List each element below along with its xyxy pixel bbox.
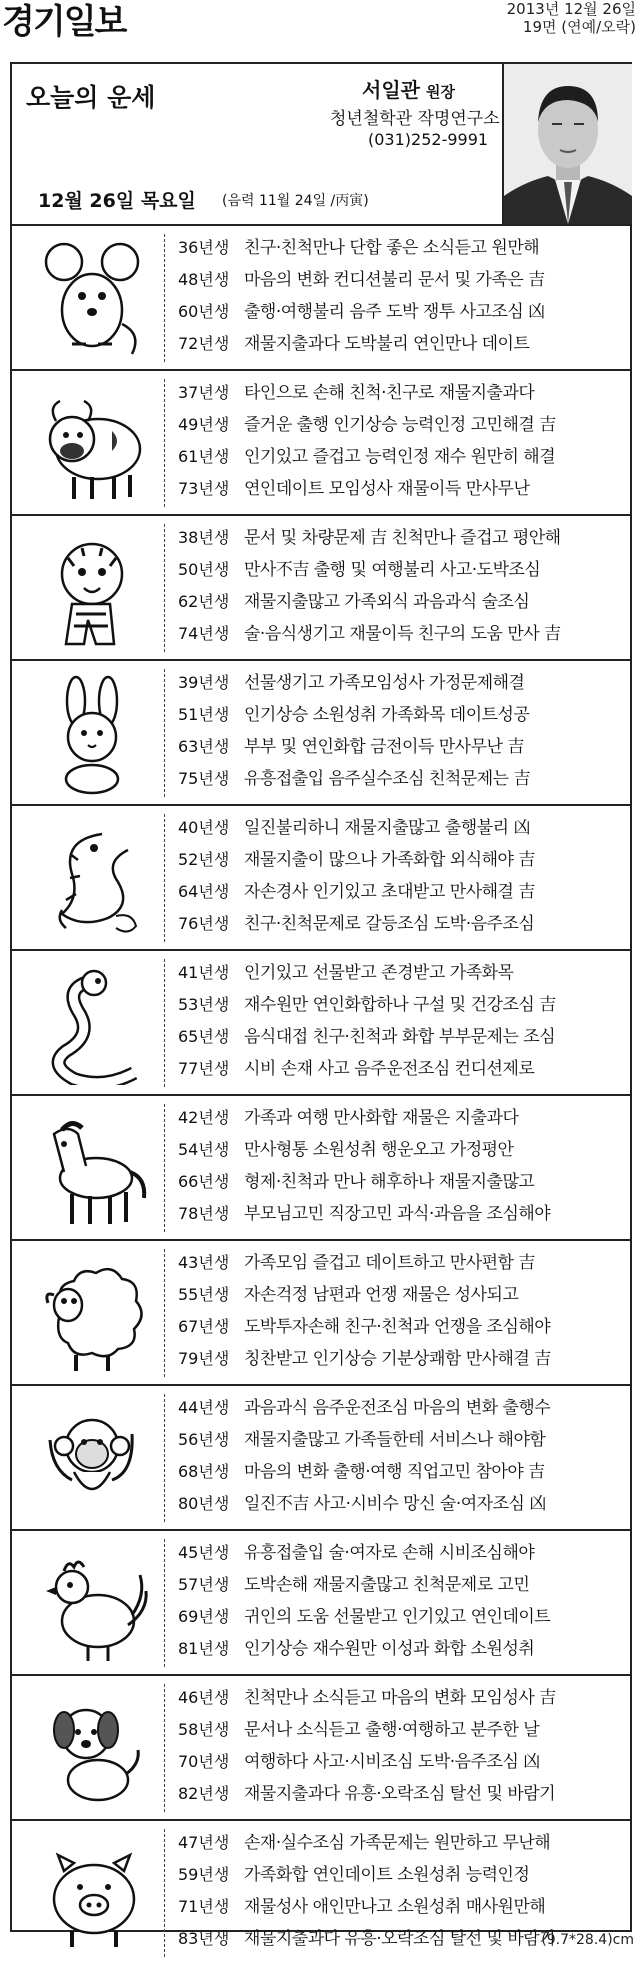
column-title: 오늘의 운세	[26, 83, 156, 112]
author-phone: (031)252-9991	[368, 130, 489, 149]
fortune-row	[178, 1827, 624, 1859]
fortune-text: 재수원만 연인화합하나 구설 및 건강조심 吉	[244, 995, 556, 1015]
fortune-row	[178, 1569, 624, 1601]
divider	[164, 814, 166, 942]
fortune-row	[178, 731, 624, 763]
fortune-row	[178, 232, 624, 264]
fortune-text: 문서 및 차량문제 吉 친척만나 즐겁고 평안해	[244, 528, 561, 548]
birth-year: 79년생	[178, 1349, 230, 1368]
birth-year: 62년생	[178, 592, 230, 611]
birth-year: 68년생	[178, 1462, 230, 1481]
fortune-list	[178, 522, 624, 650]
fortune-row	[178, 876, 624, 908]
fortune-text: 재물지출이 많으나 가족화합 외식해야 吉	[244, 850, 535, 870]
fortune-row	[178, 1488, 624, 1520]
fortune-text: 술·음식생기고 재물이득 친구의 도움 만사 吉	[244, 624, 561, 644]
birth-year: 80년생	[178, 1494, 230, 1513]
fortune-text: 재물지출과다 유흥·오락조심 탈선 및 바람기	[244, 1929, 556, 1949]
birth-year: 78년생	[178, 1204, 230, 1223]
fortune-list	[178, 1102, 624, 1230]
fortune-text: 시비 손재 사고 음주운전조심 컨디션제로	[244, 1059, 535, 1079]
birth-year: 45년생	[178, 1543, 230, 1562]
birth-year: 72년생	[178, 334, 230, 353]
fortune-row	[178, 1021, 624, 1053]
birth-year: 37년생	[178, 383, 230, 402]
issue-date: 2013년 12월 26일	[506, 0, 636, 18]
birth-year: 66년생	[178, 1172, 230, 1191]
fortune-text: 일진불리하니 재물지출많고 출행불리 凶	[244, 818, 530, 838]
fortune-list	[178, 232, 624, 360]
fortune-row	[178, 957, 624, 989]
fortune-text: 과음과식 음주운전조심 마음의 변화 출행수	[244, 1398, 551, 1418]
birth-year: 77년생	[178, 1059, 230, 1078]
zodiac-block	[12, 659, 630, 804]
fortune-text: 부모님고민 직장고민 과식·과음을 조심해야	[244, 1204, 551, 1224]
birth-year: 59년생	[178, 1865, 230, 1884]
fortune-text: 마음의 변화 출행·여행 직업고민 참아야 吉	[244, 1462, 545, 1482]
fortune-row	[178, 1424, 624, 1456]
fortune-text: 인기있고 즐겁고 능력인정 재수 원만히 해결	[244, 447, 556, 467]
birth-year: 73년생	[178, 479, 230, 498]
divider	[164, 1829, 166, 1957]
fortune-text: 재물성사 애인만나고 소원성취 매사원만해	[244, 1897, 546, 1917]
fortune-text: 연인데이트 모임성사 재물이득 만사무난	[244, 479, 530, 499]
birth-year: 36년생	[178, 238, 230, 257]
fortune-row	[178, 812, 624, 844]
zodiac-block	[12, 514, 630, 659]
divider	[164, 1104, 166, 1232]
fortune-text: 가족모임 즐겁고 데이트하고 만사편함 吉	[244, 1253, 535, 1273]
fortune-row	[178, 522, 624, 554]
birth-year: 70년생	[178, 1752, 230, 1771]
fortune-row	[178, 1392, 624, 1424]
fortune-row	[178, 1778, 624, 1810]
snake-icon	[12, 951, 162, 1094]
fortune-text: 재물지출과다 도박불리 연인만나 데이트	[244, 334, 530, 354]
birth-year: 40년생	[178, 818, 230, 837]
birth-year: 38년생	[178, 528, 230, 547]
divider	[164, 669, 166, 797]
page-section: 19면 (연예/오락)	[522, 18, 636, 36]
fortune-text: 손재·실수조심 가족문제는 원만하고 무난해	[244, 1833, 551, 1853]
birth-year: 60년생	[178, 302, 230, 321]
fortune-row	[178, 844, 624, 876]
fortune-row	[178, 328, 624, 360]
fortune-text: 재물지출많고 가족외식 과음과식 술조심	[244, 592, 530, 612]
fortune-text: 가족화합 연인데이트 소원성취 능력인정	[244, 1865, 530, 1885]
fortune-row	[178, 1859, 624, 1891]
fortune-text: 친구·친척문제로 갈등조심 도박·음주조심	[244, 914, 535, 934]
fortune-text: 일진不吉 사고·시비수 망신 술·여자조심 凶	[244, 1494, 546, 1514]
fortune-text: 도박손해 재물지출많고 친척문제로 고민	[244, 1575, 530, 1595]
fortune-row	[178, 409, 624, 441]
fortune-row	[178, 1053, 624, 1085]
fortune-text: 자손걱정 남편과 언쟁 재물은 성사되고	[244, 1285, 519, 1305]
fortune-row	[178, 1198, 624, 1230]
birth-year: 58년생	[178, 1720, 230, 1739]
fortune-row	[178, 1311, 624, 1343]
fortune-list	[178, 812, 624, 940]
fortune-text: 재물지출많고 가족들한테 서비스나 해야함	[244, 1430, 546, 1450]
birth-year: 41년생	[178, 963, 230, 982]
birth-year: 83년생	[178, 1929, 230, 1948]
fortune-text: 도박투자손해 친구·친척과 언쟁을 조심해야	[244, 1317, 551, 1337]
fortune-text: 유흥접출입 술·여자로 손해 시비조심해야	[244, 1543, 535, 1563]
fortune-text: 만사형통 소원성취 행운오고 가정평안	[244, 1140, 514, 1160]
zodiac-block	[12, 224, 630, 369]
birth-year: 63년생	[178, 737, 230, 756]
fortune-text: 인기상승 소원성취 가족화목 데이트성공	[244, 705, 530, 725]
zodiac-block	[12, 804, 630, 949]
fortune-text: 친척만나 소식듣고 마음의 변화 모임성사 吉	[244, 1688, 556, 1708]
dateline	[507, 0, 636, 36]
author-portrait	[502, 64, 632, 224]
fortune-row	[178, 1633, 624, 1665]
size-note: (9.7*28.4)cm	[541, 1932, 634, 1948]
birth-year: 69년생	[178, 1607, 230, 1626]
fortune-row	[178, 1746, 624, 1778]
birth-year: 54년생	[178, 1140, 230, 1159]
fortune-text: 부부 및 연인화합 금전이득 만사무난 吉	[244, 737, 524, 757]
birth-year: 39년생	[178, 673, 230, 692]
fortune-row	[178, 618, 624, 650]
birth-year: 42년생	[178, 1108, 230, 1127]
zodiac-block	[12, 949, 630, 1094]
birth-year: 52년생	[178, 850, 230, 869]
lunar-date: (음력 11월 24일 /丙寅)	[222, 193, 369, 209]
fortune-text: 인기있고 선물받고 존경받고 가족화목	[244, 963, 514, 983]
birth-year: 46년생	[178, 1688, 230, 1707]
fortune-text: 여행하다 사고·시비조심 도박·음주조심 凶	[244, 1752, 540, 1772]
rooster-icon	[12, 1531, 162, 1674]
fortune-text: 만사不吉 출행 및 여행불리 사고·도박조심	[244, 560, 541, 580]
birth-year: 75년생	[178, 769, 230, 788]
fortune-row	[178, 1166, 624, 1198]
fortune-row	[178, 1891, 624, 1923]
birth-year: 57년생	[178, 1575, 230, 1594]
birth-year: 48년생	[178, 270, 230, 289]
fortune-row	[178, 1134, 624, 1166]
birth-year: 47년생	[178, 1833, 230, 1852]
birth-year: 49년생	[178, 415, 230, 434]
fortune-text: 형제·친척과 만나 해후하나 재물지출많고	[244, 1172, 535, 1192]
fortune-row	[178, 667, 624, 699]
newspaper-logo: 경기일보	[2, 2, 126, 42]
zodiac-block	[12, 369, 630, 514]
ox-icon	[12, 371, 162, 514]
fortune-text: 칭찬받고 인기상승 기분상쾌함 만사해결 吉	[244, 1349, 551, 1369]
dog-icon	[12, 1676, 162, 1819]
fortune-text: 인기상승 재수원만 이성과 화합 소원성취	[244, 1639, 535, 1659]
birth-year: 55년생	[178, 1285, 230, 1304]
zodiac-block	[12, 1239, 630, 1384]
fortune-row	[178, 296, 624, 328]
fortune-row	[178, 699, 624, 731]
divider	[164, 959, 166, 1087]
masthead	[0, 0, 640, 52]
fortune-row	[178, 1343, 624, 1375]
fortune-row	[178, 554, 624, 586]
zodiac-block	[12, 1819, 630, 1964]
birth-year: 44년생	[178, 1398, 230, 1417]
fortune-row	[178, 1456, 624, 1488]
birth-year: 74년생	[178, 624, 230, 643]
tiger-icon	[12, 516, 162, 659]
fortune-list	[178, 377, 624, 505]
fortune-row	[178, 1247, 624, 1279]
fortune-text: 즐거운 출행 인기상승 능력인정 고민해결 吉	[244, 415, 556, 435]
fortune-row	[178, 1537, 624, 1569]
horse-icon	[12, 1096, 162, 1239]
fortune-row	[178, 586, 624, 618]
author-name	[362, 74, 455, 103]
fortune-row	[178, 989, 624, 1021]
birth-year: 82년생	[178, 1784, 230, 1803]
fortune-text: 출행·여행불리 음주 도박 쟁투 사고조심 凶	[244, 302, 545, 322]
sheep-icon	[12, 1241, 162, 1384]
birth-year: 81년생	[178, 1639, 230, 1658]
zodiac-block	[12, 1529, 630, 1674]
fortune-row	[178, 473, 624, 505]
fortune-text: 문서나 소식듣고 출행·여행하고 분주한 날	[244, 1720, 540, 1740]
fortune-row	[178, 1601, 624, 1633]
fortune-row	[178, 1102, 624, 1134]
fortune-text: 음식대접 친구·친척과 화합 부부문제는 조심	[244, 1027, 556, 1047]
birth-year: 53년생	[178, 995, 230, 1014]
birth-year: 64년생	[178, 882, 230, 901]
author-institute: 청년철학관 작명연구소	[330, 109, 500, 129]
birth-year: 71년생	[178, 1897, 230, 1916]
birth-year: 43년생	[178, 1253, 230, 1272]
divider	[164, 1394, 166, 1522]
fortune-list	[178, 1247, 624, 1375]
divider	[164, 379, 166, 507]
fortune-text: 친구·친척만나 단합 좋은 소식듣고 원만해	[244, 238, 540, 258]
fortune-row	[178, 441, 624, 473]
birth-year: 51년생	[178, 705, 230, 724]
fortune-list	[178, 957, 624, 1085]
birth-year: 61년생	[178, 447, 230, 466]
monkey-icon	[12, 1386, 162, 1529]
fortune-list	[178, 667, 624, 795]
pig-icon	[12, 1821, 162, 1964]
fortune-text: 선물생기고 가족모임성사 가정문제해결	[244, 673, 525, 693]
zodiac-block	[12, 1094, 630, 1239]
birth-year: 76년생	[178, 914, 230, 933]
fortune-list	[178, 1537, 624, 1665]
fortune-list	[178, 1392, 624, 1520]
zodiac-block	[12, 1384, 630, 1529]
divider	[164, 1539, 166, 1667]
column-header	[12, 64, 630, 224]
rat-icon	[12, 226, 162, 369]
divider	[164, 524, 166, 652]
fortune-text: 자손경사 인기있고 초대받고 만사해결 吉	[244, 882, 535, 902]
birth-year: 65년생	[178, 1027, 230, 1046]
fortune-text: 재물지출과다 유흥·오락조심 탈선 및 바람기	[244, 1784, 556, 1804]
birth-year: 50년생	[178, 560, 230, 579]
fortune-row	[178, 1279, 624, 1311]
dragon-icon	[12, 806, 162, 949]
divider	[164, 1249, 166, 1377]
divider	[164, 1684, 166, 1812]
fortune-text: 가족과 여행 만사화합 재물은 지출과다	[244, 1108, 519, 1128]
author-name-text: 서일관	[362, 78, 420, 102]
fortune-text: 타인으로 손해 친척·친구로 재물지출과다	[244, 383, 535, 403]
fortune-row	[178, 377, 624, 409]
fortune-row	[178, 264, 624, 296]
fortune-row	[178, 1682, 624, 1714]
fortune-text: 귀인의 도움 선물받고 인기있고 연인데이트	[244, 1607, 551, 1627]
today-date: 12월 26일 목요일	[38, 190, 196, 212]
fortune-row	[178, 763, 624, 795]
zodiac-block	[12, 1674, 630, 1819]
fortune-text: 마음의 변화 컨디션불리 문서 및 가족은 吉	[244, 270, 545, 290]
birth-year: 56년생	[178, 1430, 230, 1449]
divider	[164, 234, 166, 362]
fortune-text: 유흥접출입 음주실수조심 친척문제는 吉	[244, 769, 530, 789]
fortune-list	[178, 1682, 624, 1810]
fortune-row	[178, 908, 624, 940]
author-role: 원장	[425, 83, 455, 101]
fortune-row	[178, 1714, 624, 1746]
rabbit-icon	[12, 661, 162, 804]
birth-year: 67년생	[178, 1317, 230, 1336]
